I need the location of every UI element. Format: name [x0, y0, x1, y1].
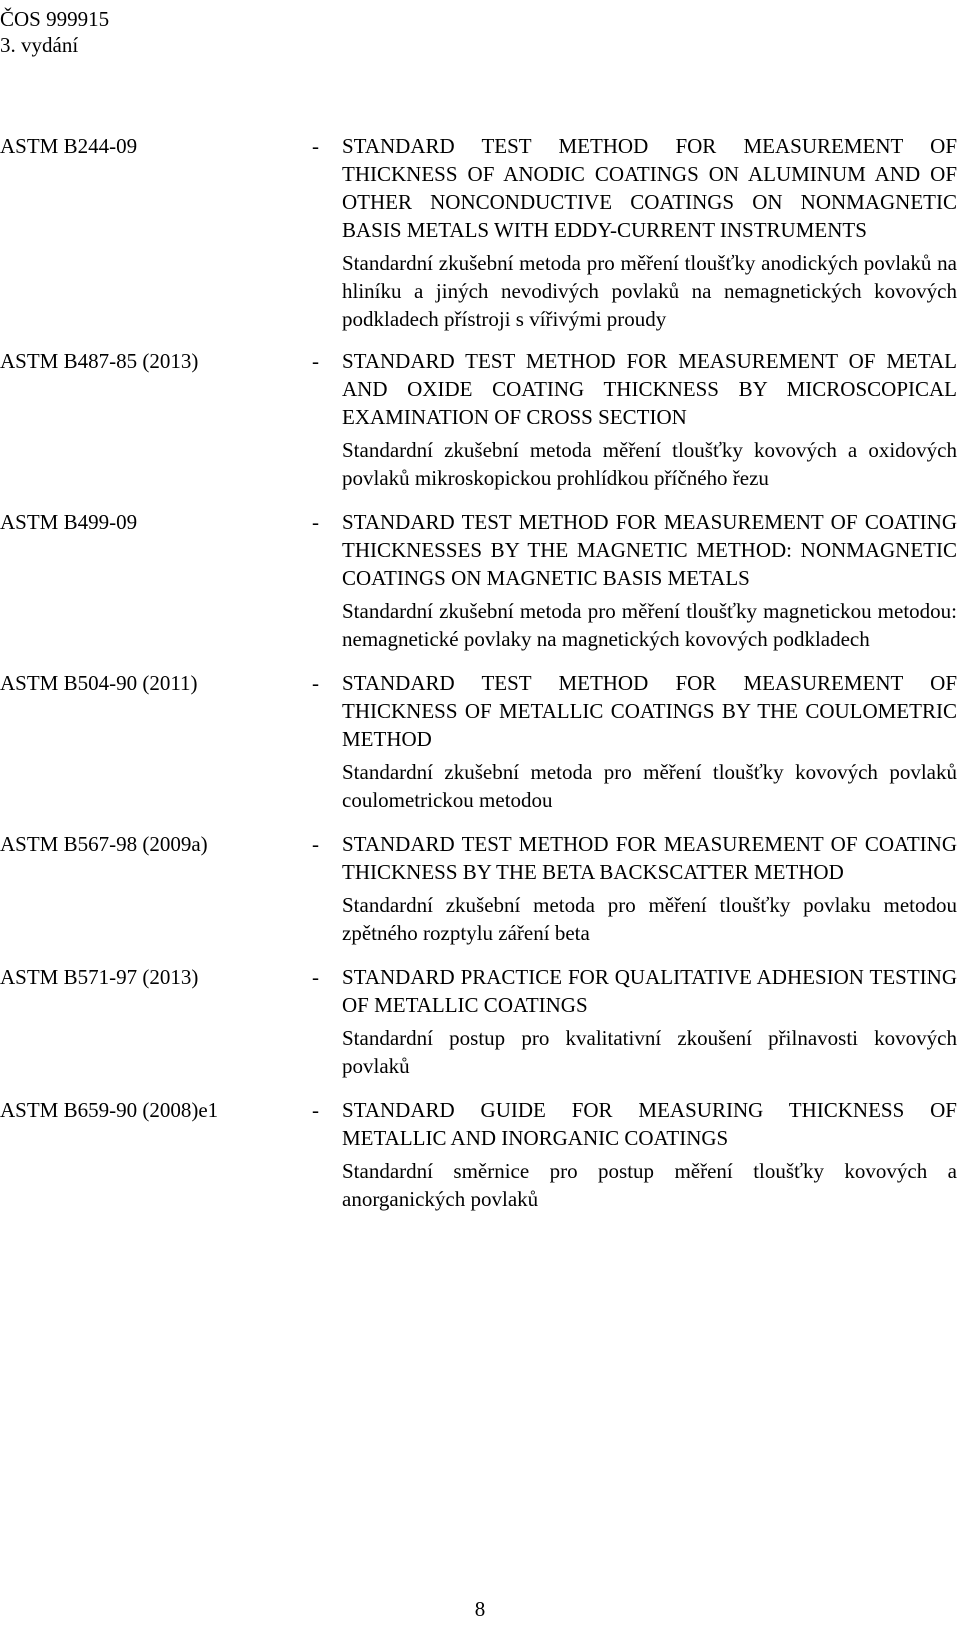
standard-description: Standardní zkušební metoda pro měření tloušťky povlaku metodou zpětného rozptylu záření beta: [342, 893, 957, 945]
standard-entry: [0, 347, 960, 492]
entry-body: [342, 132, 957, 333]
standard-code: ASTM B571-97 (2013): [0, 965, 199, 989]
standard-description: Standardní postup pro kvalitativní zkoušení přilnavosti kovových povlaků: [342, 1026, 957, 1078]
page-number: 8: [474, 1597, 486, 1621]
standard-code: ASTM B487-85 (2013): [0, 349, 199, 373]
standard-entry: [0, 963, 960, 1080]
entry-body: [342, 508, 957, 653]
entry-body: [342, 830, 957, 947]
standard-title: STANDARD TEST METHOD FOR MEASUREMENT OF THICKNESS OF ANODIC COATINGS ON ALUMINUM AND OF OTHER NONCONDUCTIVE COATINGS ON NONMAGNETIC BASIS METALS WITH EDDY-CURRENT INSTRUMENTS: [342, 134, 957, 242]
entry-body: [342, 669, 957, 814]
standard-description: Standardní zkušební metoda pro měření tloušťky anodických povlaků na hliníku a jiných nevodivých povlaků na nemagnetických kovových podkladech přístroji s vířivými proudy: [342, 251, 957, 331]
standard-id: ČOS 999915: [0, 7, 110, 31]
standard-entry: [0, 830, 960, 947]
standard-title: STANDARD TEST METHOD FOR MEASUREMENT OF THICKNESS OF METALLIC COATINGS BY THE COULOMETRIC METHOD: [342, 671, 957, 751]
standard-title: STANDARD TEST METHOD FOR MEASUREMENT OF COATING THICKNESSES BY THE MAGNETIC METHOD: NONMAGNETIC COATINGS ON MAGNETIC BASIS METALS: [342, 510, 957, 590]
document-header: [0, 6, 109, 58]
entry-dash: -: [312, 832, 319, 856]
standard-code: ASTM B244-09: [0, 134, 138, 158]
standard-description: Standardní směrnice pro postup měření tloušťky kovových a anorganických povlaků: [342, 1159, 957, 1211]
entry-dash: -: [312, 1098, 319, 1122]
standard-entry: [0, 508, 960, 653]
standards-list: [0, 132, 960, 1213]
entry-dash: -: [312, 671, 319, 695]
standard-entry: [0, 132, 960, 333]
standard-title: STANDARD GUIDE FOR MEASURING THICKNESS OF METALLIC AND INORGANIC COATINGS: [342, 1098, 957, 1150]
standard-title: STANDARD TEST METHOD FOR MEASUREMENT OF METAL AND OXIDE COATING THICKNESS BY MICROSCOPICAL EXAMINATION OF CROSS SECTION: [342, 349, 957, 429]
standard-code: ASTM B504-90 (2011): [0, 671, 198, 695]
standard-title: STANDARD TEST METHOD FOR MEASUREMENT OF COATING THICKNESS BY THE BETA BACKSCATTER METHOD: [342, 832, 957, 884]
entry-dash: -: [312, 134, 319, 158]
entry-body: [342, 1096, 957, 1213]
standard-description: Standardní zkušební metoda pro měření tloušťky kovových povlaků coulometrickou metodou: [342, 760, 957, 812]
entry-body: [342, 963, 957, 1080]
entry-dash: -: [312, 510, 319, 534]
standard-code: ASTM B499-09: [0, 510, 138, 534]
standard-code: ASTM B659-90 (2008)e1: [0, 1098, 219, 1122]
edition-label: 3. vydání: [0, 33, 79, 57]
entry-dash: -: [312, 965, 319, 989]
standard-description: Standardní zkušební metoda pro měření tloušťky magnetickou metodou: nemagnetické povlaky na magnetických kovových podkladech: [342, 599, 957, 651]
entry-dash: -: [312, 349, 319, 373]
standard-description: Standardní zkušební metoda měření tloušťky kovových a oxidových povlaků mikroskopickou prohlídkou příčného řezu: [342, 438, 957, 490]
standard-code: ASTM B567-98 (2009a): [0, 832, 208, 856]
standard-entry: [0, 669, 960, 814]
standard-entry: [0, 1096, 960, 1213]
entry-body: [342, 347, 957, 492]
standard-title: STANDARD PRACTICE FOR QUALITATIVE ADHESION TESTING OF METALLIC COATINGS: [342, 965, 957, 1017]
